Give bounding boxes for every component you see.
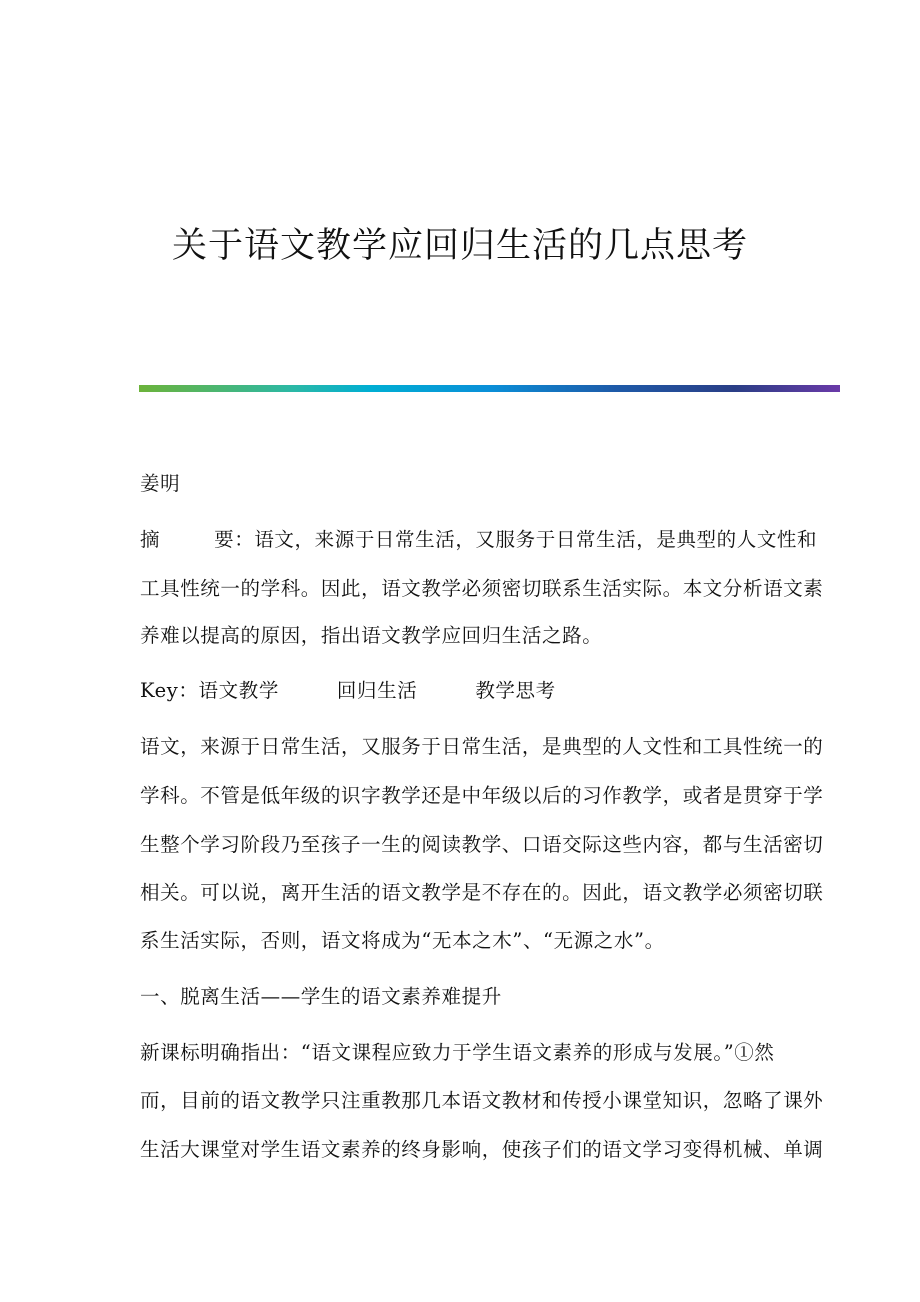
paragraph-line: 学科。不管是低年级的识字教学还是中年级以后的习作教学，或者是贯穿于学 [140,784,824,807]
document-title: 关于语文教学应回归生活的几点思考 [171,226,748,266]
keywords-line [140,679,556,703]
paragraph-line: 新课标明确指出：“语文课程应致力于学生语文素养的形成与发展。”①然 [140,1041,775,1064]
paragraph-line: 生整个学习阶段乃至孩子一生的阅读教学、口语交际这些内容，都与生活密切 [140,833,824,856]
section-heading: 一、脱离生活——学生的语文素养难提升 [140,985,502,1008]
paragraph-line: 生活大课堂对学生语文素养的终身影响，使孩子们的语文学习变得机械、单调 [140,1138,824,1161]
abstract-label-2: 要： [214,528,255,551]
paragraph-line: 而，目前的语文教学只注重教那几本语文教材和传授小课堂知识，忽略了课外 [140,1089,824,1112]
keyword: 回归生活 [336,679,418,702]
keyword: 语文教学 [198,679,279,702]
keyword: 教学思考 [475,679,556,702]
paragraph-line: 语文，来源于日常生活，又服务于日常生活，是典型的人文性和工具性统一的 [140,735,824,758]
abstract-line: 工具性统一的学科。因此，语文教学必须密切联系生活实际。本文分析语文素 [140,577,824,600]
abstract-line: 养难以提高的原因，指出语文教学应回归生活之路。 [140,624,603,647]
keywords-label: Key： [140,679,199,702]
paragraph-line: 系生活实际，否则，语文将成为“无本之木”、“无源之水”。 [140,929,665,952]
abstract-label-1: 摘 [140,528,161,551]
author: 姜明 [140,472,181,495]
abstract-line [140,528,817,552]
title-divider-gradient [139,385,840,392]
abstract-text: 语文，来源于日常生活，又服务于日常生活，是典型的人文性和 [254,528,818,551]
paragraph-line: 相关。可以说，离开生活的语文教学是不存在的。因此，语文教学必须密切联 [140,881,824,904]
